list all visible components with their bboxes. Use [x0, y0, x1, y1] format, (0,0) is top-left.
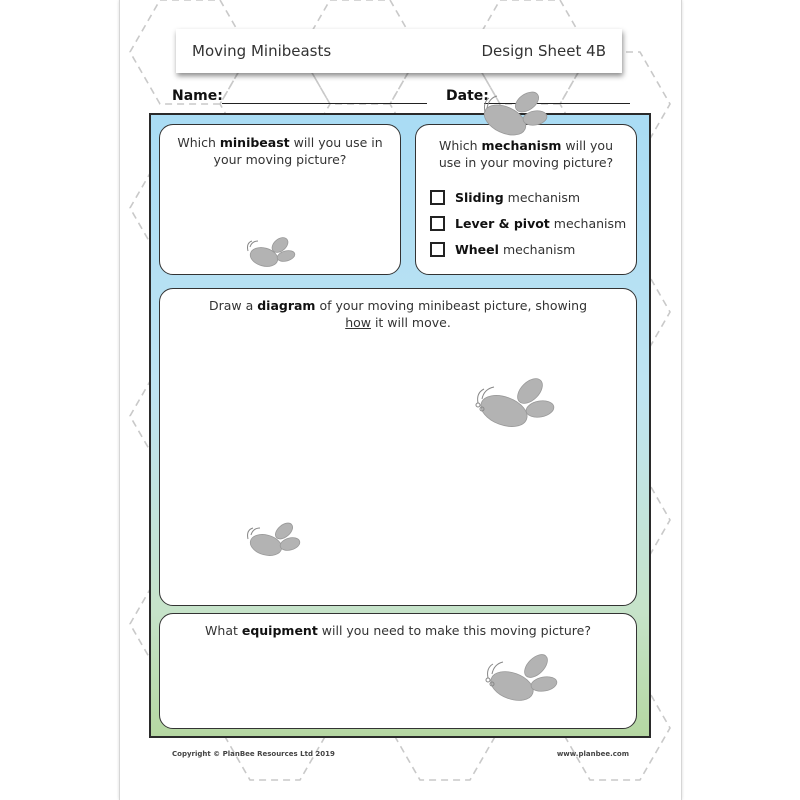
- bee-icon: [242, 517, 304, 563]
- date-label: Date:: [446, 88, 489, 104]
- bee-icon: [475, 80, 555, 148]
- name-date-row: [172, 88, 630, 108]
- bee-icon: [468, 369, 560, 437]
- mechanism-question: Which mechanism will you use in your moving picture?: [438, 138, 614, 170]
- wheel-checkbox[interactable]: [430, 242, 445, 257]
- minibeast-panel[interactable]: [159, 124, 401, 275]
- wheel-option[interactable]: Wheel mechanism: [430, 239, 575, 259]
- sheet-number: Design Sheet 4B: [481, 42, 606, 60]
- name-line[interactable]: [222, 103, 427, 104]
- lever-pivot-option[interactable]: Lever & pivot mechanism: [430, 213, 626, 233]
- worksheet-page: [119, 0, 682, 800]
- sliding-checkbox[interactable]: [430, 190, 445, 205]
- diagram-instruction: Draw a diagram of your moving minibeast picture, showing how it will move.: [208, 298, 588, 330]
- equipment-panel[interactable]: [159, 613, 637, 729]
- equipment-question: What equipment will you need to make this moving picture?: [205, 623, 591, 638]
- bee-icon: [242, 231, 300, 273]
- diagram-panel[interactable]: [159, 288, 637, 606]
- website-text: www.planbee.com: [556, 750, 629, 758]
- lever-pivot-checkbox[interactable]: [430, 216, 445, 231]
- activity-frame: [149, 113, 651, 738]
- title-banner: [176, 29, 622, 73]
- sliding-option[interactable]: Sliding mechanism: [430, 187, 580, 207]
- bee-icon: [478, 646, 564, 710]
- worksheet-title: Moving Minibeasts: [192, 42, 332, 60]
- name-label: Name:: [172, 88, 223, 104]
- minibeast-question: Which minibeast will you use in your moving picture?: [177, 135, 383, 167]
- copyright-text: Copyright © PlanBee Resources Ltd 2019: [172, 750, 335, 758]
